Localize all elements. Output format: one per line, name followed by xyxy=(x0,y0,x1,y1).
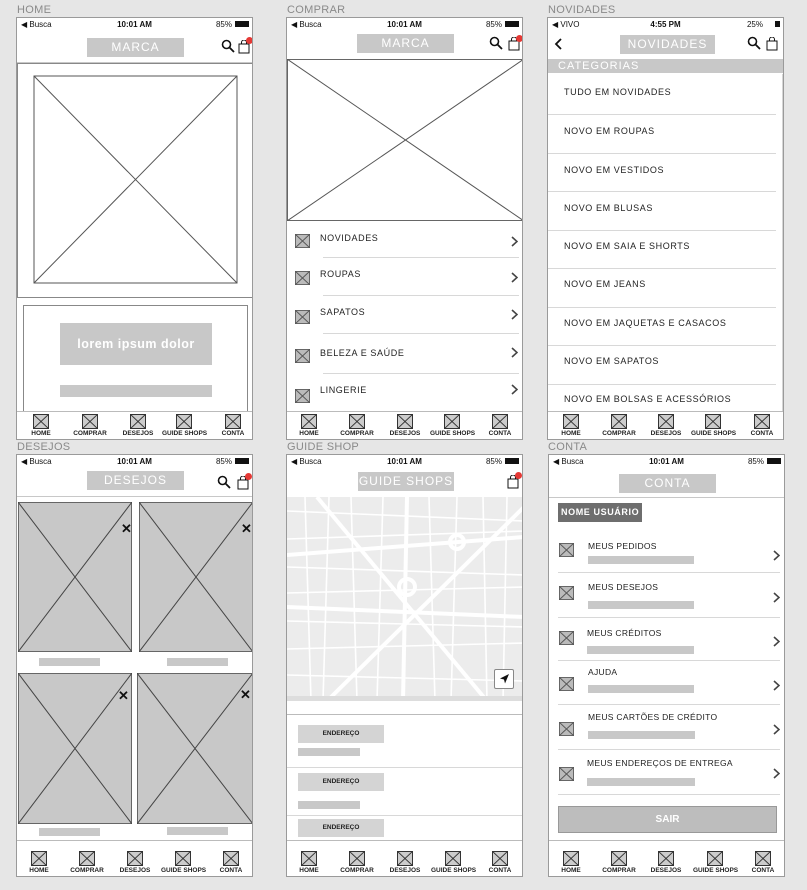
chevron-right-icon xyxy=(773,680,780,691)
cart-badge xyxy=(515,472,522,479)
nav-home-icon xyxy=(563,851,579,866)
novidades-item-label: NOVO EM VESTIDOS xyxy=(564,165,665,175)
row-divider xyxy=(287,815,523,816)
nav-guide-shops[interactable] xyxy=(161,851,205,874)
nav-home-label: HOME xyxy=(31,430,51,437)
nav-conta[interactable] xyxy=(740,414,784,437)
header-divider xyxy=(17,496,252,497)
status-bar xyxy=(287,455,522,469)
bottom-nav xyxy=(17,840,252,876)
nav-home-icon xyxy=(33,414,49,429)
bottom-nav xyxy=(287,840,522,876)
nav-conta-label: CONTA xyxy=(488,430,512,437)
nav-comprar[interactable] xyxy=(335,414,379,437)
user-name: NOME USUÁRIO xyxy=(558,503,642,522)
account-item-label: MEUS CRÉDITOS xyxy=(587,628,662,638)
wishlist-product-image[interactable] xyxy=(18,502,132,652)
nav-home[interactable] xyxy=(549,414,593,437)
nav-comprar-icon xyxy=(82,414,98,429)
nav-comprar-label: COMPRAR xyxy=(340,430,374,437)
nav-conta-label: CONTA xyxy=(751,867,775,874)
category-row-sapatos[interactable] xyxy=(287,297,522,334)
novidades-item[interactable] xyxy=(548,74,783,112)
account-item-detail-placeholder xyxy=(587,646,694,654)
novidades-item-label: NOVO EM SAPATOS xyxy=(564,356,660,366)
nav-home-icon xyxy=(301,414,317,429)
account-item-detail-placeholder xyxy=(588,601,694,609)
account-item-icon xyxy=(559,631,574,645)
scrollbar[interactable] xyxy=(782,74,784,414)
nav-home[interactable] xyxy=(17,851,61,874)
novidades-item[interactable] xyxy=(548,153,783,191)
nav-conta[interactable] xyxy=(209,851,253,874)
wishlist-product-image[interactable] xyxy=(139,502,253,652)
desejos-screen xyxy=(16,454,253,877)
account-row-enderecos[interactable] xyxy=(549,752,784,794)
section-label-desejos: DESEJOS xyxy=(17,441,71,453)
battery-icon xyxy=(235,458,249,464)
nav-comprar-label: COMPRAR xyxy=(70,867,104,874)
chevron-right-icon xyxy=(773,724,780,735)
nav-home-icon xyxy=(31,851,47,866)
status-time: 10:01 AM xyxy=(649,457,684,466)
status-time: 10:01 AM xyxy=(387,457,422,466)
row-divider xyxy=(558,572,780,573)
nav-conta-icon xyxy=(755,851,771,866)
section-label-novidades: NOVIDADES xyxy=(548,4,616,16)
category-label: BELEZA E SAÚDE xyxy=(320,348,405,358)
nav-guide-shops-icon xyxy=(707,851,723,866)
nav-comprar-icon xyxy=(349,414,365,429)
search-icon[interactable] xyxy=(221,39,235,53)
status-bar xyxy=(17,18,252,32)
banner-subtext-placeholder xyxy=(60,385,212,397)
nav-comprar-icon xyxy=(79,851,95,866)
status-battery: 85% xyxy=(747,457,764,466)
brand-title: MARCA xyxy=(87,38,184,57)
address-button[interactable]: ENDEREÇO xyxy=(298,819,384,837)
bottom-nav xyxy=(549,840,784,876)
remove-item-icon[interactable]: ✕ xyxy=(118,688,129,703)
account-item-detail-placeholder xyxy=(588,731,695,739)
row-divider xyxy=(558,749,780,750)
guide-shops-screen xyxy=(286,454,523,877)
category-row-lingerie[interactable] xyxy=(287,375,522,411)
promo-banner[interactable] xyxy=(23,305,248,415)
status-battery: 85% xyxy=(215,20,232,29)
nav-comprar[interactable] xyxy=(597,414,641,437)
category-thumb-icon xyxy=(295,310,310,324)
nav-comprar-icon xyxy=(349,851,365,866)
account-row-ajuda[interactable] xyxy=(549,663,784,703)
row-divider xyxy=(323,373,519,374)
nav-conta-label: CONTA xyxy=(221,430,245,437)
hero-image-placeholder[interactable] xyxy=(287,59,523,221)
nav-home-icon xyxy=(563,414,579,429)
search-icon[interactable] xyxy=(747,36,761,50)
nav-guide-shops[interactable] xyxy=(691,414,735,437)
chevron-right-icon xyxy=(773,592,780,603)
novidades-item-label: NOVO EM BOLSAS E ACESSÓRIOS xyxy=(564,394,732,404)
account-row-desejos[interactable] xyxy=(549,576,784,616)
novidades-item-label: NOVO EM JEANS xyxy=(564,279,646,289)
address-detail-placeholder xyxy=(298,748,360,756)
row-divider xyxy=(558,660,780,661)
account-row-creditos[interactable] xyxy=(549,621,784,661)
nav-desejos[interactable] xyxy=(383,414,427,437)
novidades-item-label: NOVO EM JAQUETAS E CASACOS xyxy=(564,318,727,328)
novidades-item-label: NOVO EM BLUSAS xyxy=(564,203,653,213)
nav-conta-label: CONTA xyxy=(488,867,512,874)
nav-home-icon xyxy=(301,851,317,866)
category-thumb-icon xyxy=(295,271,310,285)
page-title: NOVIDADES xyxy=(620,35,715,54)
row-divider xyxy=(323,257,519,258)
page-title: CONTA xyxy=(619,474,716,493)
nav-home-label: HOME xyxy=(299,430,319,437)
status-carrier: ◀ VIVO xyxy=(552,20,580,29)
nav-conta-icon xyxy=(223,851,239,866)
nav-desejos-label: DESEJOS xyxy=(122,430,154,437)
nav-comprar-icon xyxy=(611,414,627,429)
nav-guide-shops-label: GUIDE SHOPS xyxy=(431,867,477,874)
account-item-icon xyxy=(559,767,574,781)
novidades-item[interactable] xyxy=(548,307,783,345)
chevron-right-icon xyxy=(773,636,780,647)
account-item-label: MEUS ENDEREÇOS DE ENTREGA xyxy=(587,758,733,768)
battery-icon xyxy=(775,21,780,27)
brand-title: MARCA xyxy=(357,34,454,53)
nav-guide-shops[interactable] xyxy=(162,414,206,437)
nav-home[interactable] xyxy=(287,851,331,874)
nav-conta-icon xyxy=(754,414,770,429)
status-battery: 85% xyxy=(485,20,502,29)
nav-comprar[interactable] xyxy=(65,851,109,874)
novidades-item-label: NOVO EM SAIA E SHORTS xyxy=(564,241,690,251)
chevron-right-icon xyxy=(773,550,780,561)
shopping-bag-icon[interactable] xyxy=(766,37,778,51)
account-item-icon xyxy=(559,677,574,691)
chevron-right-icon xyxy=(511,384,518,395)
status-time: 10:01 AM xyxy=(387,20,422,29)
nav-conta[interactable] xyxy=(478,851,522,874)
nav-guide-shops-label: GUIDE SHOPS xyxy=(693,867,739,874)
nav-comprar[interactable] xyxy=(335,851,379,874)
status-bar xyxy=(548,18,783,32)
store-map[interactable] xyxy=(287,497,523,701)
nav-comprar[interactable] xyxy=(597,851,641,874)
remove-item-icon[interactable]: ✕ xyxy=(241,521,252,536)
chevron-right-icon xyxy=(511,272,518,283)
nav-desejos[interactable] xyxy=(644,414,688,437)
row-divider xyxy=(287,767,523,768)
novidades-item[interactable] xyxy=(548,268,783,306)
nav-comprar-label: COMPRAR xyxy=(73,430,107,437)
section-label-guide-shop: GUIDE SHOP xyxy=(287,441,360,453)
chevron-right-icon xyxy=(511,347,518,358)
logout-button[interactable]: SAIR xyxy=(558,806,777,833)
nav-conta[interactable] xyxy=(741,851,785,874)
hero-image-placeholder[interactable] xyxy=(17,63,253,298)
nav-conta[interactable] xyxy=(211,414,253,437)
category-row-beleza[interactable] xyxy=(287,335,522,374)
bottom-nav xyxy=(548,411,783,439)
category-thumb-icon xyxy=(295,234,310,248)
nav-conta[interactable] xyxy=(478,414,522,437)
remove-item-icon[interactable]: ✕ xyxy=(121,521,132,536)
address-detail-placeholder xyxy=(298,801,360,809)
search-icon[interactable] xyxy=(489,36,503,50)
nav-home[interactable] xyxy=(19,414,63,437)
nav-comprar-icon xyxy=(611,851,627,866)
wishlist-product-image[interactable] xyxy=(18,673,132,824)
search-icon[interactable] xyxy=(217,475,231,489)
product-name-placeholder xyxy=(39,658,100,666)
chevron-right-icon xyxy=(511,309,518,320)
chevron-right-icon xyxy=(773,768,780,779)
nav-guide-shops[interactable] xyxy=(430,414,474,437)
novidades-item[interactable] xyxy=(548,230,783,268)
battery-icon xyxy=(767,458,781,464)
nav-guide-shops-icon xyxy=(705,414,721,429)
status-carrier: ◀ Busca xyxy=(21,20,52,29)
row-divider xyxy=(558,794,780,795)
section-label-comprar: COMPRAR xyxy=(287,4,346,16)
battery-icon xyxy=(235,21,249,27)
nav-desejos-icon xyxy=(658,851,674,866)
nav-home-label: HOME xyxy=(29,867,49,874)
nav-desejos[interactable] xyxy=(113,851,157,874)
nav-home-label: HOME xyxy=(299,867,319,874)
product-name-placeholder xyxy=(167,827,228,835)
nav-home-label: HOME xyxy=(561,867,581,874)
home-screen xyxy=(16,17,253,440)
novidades-item[interactable] xyxy=(548,345,783,383)
category-label: SAPATOS xyxy=(320,307,366,317)
account-item-label: AJUDA xyxy=(588,667,618,677)
nav-desejos[interactable] xyxy=(644,851,688,874)
row-divider xyxy=(323,295,519,296)
comprar-screen xyxy=(286,17,523,440)
battery-icon xyxy=(505,21,519,27)
nav-guide-shops-label: GUIDE SHOPS xyxy=(161,867,207,874)
nav-comprar-label: COMPRAR xyxy=(340,867,374,874)
status-time: 4:55 PM xyxy=(650,20,681,29)
map-divider xyxy=(287,714,522,715)
header-divider xyxy=(549,497,784,498)
status-carrier: ◀ Busca xyxy=(291,457,322,466)
nav-guide-shops-label: GUIDE SHOPS xyxy=(691,430,737,437)
nav-comprar[interactable] xyxy=(68,414,112,437)
chevron-left-icon[interactable] xyxy=(554,38,562,50)
nav-desejos-label: DESEJOS xyxy=(650,430,682,437)
status-bar xyxy=(549,455,784,469)
novidades-item-label: NOVO EM ROUPAS xyxy=(564,126,655,136)
account-item-label: MEUS CARTÕES DE CRÉDITO xyxy=(588,712,718,722)
nav-guide-shops[interactable] xyxy=(693,851,737,874)
nav-desejos-icon xyxy=(397,414,413,429)
category-row-roupas[interactable] xyxy=(287,259,522,296)
novidades-item[interactable] xyxy=(548,114,783,152)
status-carrier: ◀ Busca xyxy=(291,20,322,29)
category-thumb-icon xyxy=(295,389,310,403)
bottom-nav xyxy=(287,411,522,439)
nav-guide-shops-icon xyxy=(444,414,460,429)
row-divider xyxy=(323,333,519,334)
novidades-item[interactable] xyxy=(548,384,783,414)
status-carrier: ◀ Busca xyxy=(21,457,52,466)
nav-guide-shops-icon xyxy=(175,851,191,866)
account-item-detail-placeholder xyxy=(587,778,695,786)
account-item-icon xyxy=(559,722,574,736)
category-label: ROUPAS xyxy=(320,269,361,279)
status-time: 10:01 AM xyxy=(117,457,152,466)
conta-screen xyxy=(548,454,785,877)
nav-desejos-label: DESEJOS xyxy=(389,430,421,437)
row-divider xyxy=(558,704,780,705)
nav-home[interactable] xyxy=(287,414,331,437)
page-title: GUIDE SHOPS xyxy=(358,472,454,491)
nav-conta-label: CONTA xyxy=(219,867,243,874)
cart-badge xyxy=(516,35,523,42)
status-battery: 85% xyxy=(485,457,502,466)
address-button[interactable]: ENDEREÇO xyxy=(298,725,384,743)
nav-home-label: HOME xyxy=(561,430,581,437)
row-divider xyxy=(558,617,780,618)
status-battery: 25% xyxy=(746,20,763,29)
nav-desejos-label: DESEJOS xyxy=(119,867,151,874)
nav-conta-icon xyxy=(492,414,508,429)
remove-item-icon[interactable]: ✕ xyxy=(240,687,251,702)
status-battery: 85% xyxy=(215,457,232,466)
account-item-detail-placeholder xyxy=(588,685,694,693)
nav-guide-shops-label: GUIDE SHOPS xyxy=(430,430,476,437)
battery-icon xyxy=(505,458,519,464)
account-row-cartoes[interactable] xyxy=(549,707,784,749)
nav-comprar-label: COMPRAR xyxy=(602,430,636,437)
account-item-detail-placeholder xyxy=(588,556,694,564)
nav-desejos[interactable] xyxy=(116,414,160,437)
category-row-novidades[interactable] xyxy=(287,223,522,259)
account-item-icon xyxy=(559,543,574,557)
nav-conta-icon xyxy=(225,414,241,429)
nav-desejos-icon xyxy=(127,851,143,866)
wishlist-product-image[interactable] xyxy=(137,673,253,824)
account-item-icon xyxy=(559,586,574,600)
category-label: LINGERIE xyxy=(320,385,367,395)
novidades-item[interactable] xyxy=(548,191,783,229)
nav-comprar-label: COMPRAR xyxy=(602,867,636,874)
status-bar xyxy=(287,18,522,32)
chevron-right-icon xyxy=(511,236,518,247)
cart-badge xyxy=(245,473,252,480)
novidades-item-label: TUDO EM NOVIDADES xyxy=(564,87,672,97)
account-row-pedidos[interactable] xyxy=(549,535,784,572)
cart-badge xyxy=(246,37,253,44)
bottom-nav xyxy=(17,411,252,439)
nav-guide-shops-label: GUIDE SHOPS xyxy=(162,430,208,437)
novidades-screen xyxy=(547,17,784,440)
nav-desejos-icon xyxy=(658,414,674,429)
category-label: NOVIDADES xyxy=(320,233,379,243)
nav-guide-shops-icon xyxy=(445,851,461,866)
nav-desejos-icon xyxy=(397,851,413,866)
categories-header: CATEGORIAS xyxy=(548,59,783,73)
nav-guide-shops[interactable] xyxy=(431,851,475,874)
nav-conta-icon xyxy=(492,851,508,866)
product-name-placeholder xyxy=(39,828,100,836)
section-label-conta: CONTA xyxy=(548,441,588,453)
nav-desejos-icon xyxy=(130,414,146,429)
category-thumb-icon xyxy=(295,349,310,363)
nav-desejos-label: DESEJOS xyxy=(650,867,682,874)
page-title: DESEJOS xyxy=(87,471,184,490)
banner-text: lorem ipsum dolor xyxy=(60,323,212,365)
nav-desejos[interactable] xyxy=(383,851,427,874)
nav-home[interactable] xyxy=(549,851,593,874)
section-label-home: HOME xyxy=(17,4,52,16)
address-button[interactable]: ENDEREÇO xyxy=(298,773,384,791)
status-carrier: ◀ Busca xyxy=(553,457,584,466)
status-time: 10:01 AM xyxy=(117,20,152,29)
product-name-placeholder xyxy=(167,658,228,666)
nav-desejos-label: DESEJOS xyxy=(389,867,421,874)
account-item-label: MEUS DESEJOS xyxy=(588,582,659,592)
account-item-label: MEUS PEDIDOS xyxy=(588,541,657,551)
nav-conta-label: CONTA xyxy=(750,430,774,437)
status-bar xyxy=(17,455,252,469)
location-arrow-icon xyxy=(495,670,513,688)
nav-guide-shops-icon xyxy=(176,414,192,429)
locate-button[interactable] xyxy=(494,669,514,689)
